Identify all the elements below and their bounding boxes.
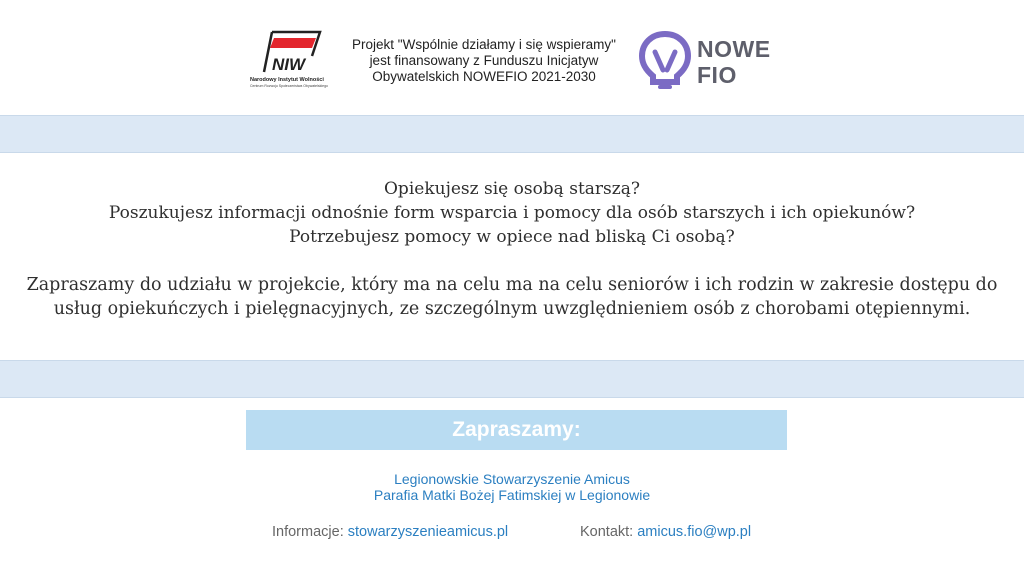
niw-flag-icon	[250, 28, 332, 76]
info-label: Informacje:	[272, 524, 344, 540]
contact-label: Kontakt:	[580, 524, 634, 540]
project-line-2: jest finansowany z Funduszu Inicjatyw	[369, 53, 599, 68]
niw-logo	[250, 28, 332, 92]
nowefio-word-nowe: NOWE	[697, 36, 771, 62]
project-line-1: Projekt "Wspólnie działamy i się wspieramy"	[352, 37, 616, 52]
lightbulb-icon	[637, 30, 693, 92]
invite-banner: Zapraszamy:	[246, 410, 787, 450]
organization-name: Parafia Matki Bożej Fatimskiej w Legionowie	[373, 487, 651, 503]
decorative-band-bottom	[0, 360, 1024, 398]
question-2: Poszukujesz informacji odnośnie form wsparcia i pomocy dla osób starszych i ich opiekunów?	[108, 203, 916, 223]
project-line-3: Obywatelskich NOWEFIO 2021-2030	[372, 69, 596, 84]
info-line	[272, 524, 508, 540]
question-3: Potrzebujesz pomocy w opiece nad bliską Ci osobą?	[289, 227, 735, 247]
organizations-list	[0, 471, 1024, 503]
niw-mark: NIW	[272, 55, 306, 74]
decorative-band-top	[0, 115, 1024, 153]
niw-caption: Narodowy Instytut Wolności	[250, 77, 324, 83]
main-message	[0, 177, 1024, 321]
email-link[interactable]: amicus.fio@wp.pl	[637, 524, 752, 540]
organization-name: Legionowskie Stowarzyszenie Amicus	[394, 471, 630, 487]
question-1: Opiekujesz się osobą starszą?	[384, 179, 640, 199]
invitation-line-1: Zapraszamy do udziału w projekcie, który ma na celu ma na celu seniorów i ich rodzin w zakresie dostępu do	[26, 275, 998, 295]
contact-line	[580, 524, 751, 540]
nowefio-word-fio: FIO	[697, 62, 737, 88]
invitation-line-2: usług opiekuńczych i pielęgnacyjnych, ze szczególnym uwzględnieniem osób z chorobami otępiennymi.	[53, 299, 971, 319]
nowefio-logo	[637, 30, 777, 92]
niw-subcaption: Centrum Rozwoju Społeczeństwa Obywatelskiego	[250, 84, 329, 88]
website-link[interactable]: stowarzyszenieamicus.pl	[347, 524, 509, 540]
project-funding-text	[336, 37, 632, 85]
